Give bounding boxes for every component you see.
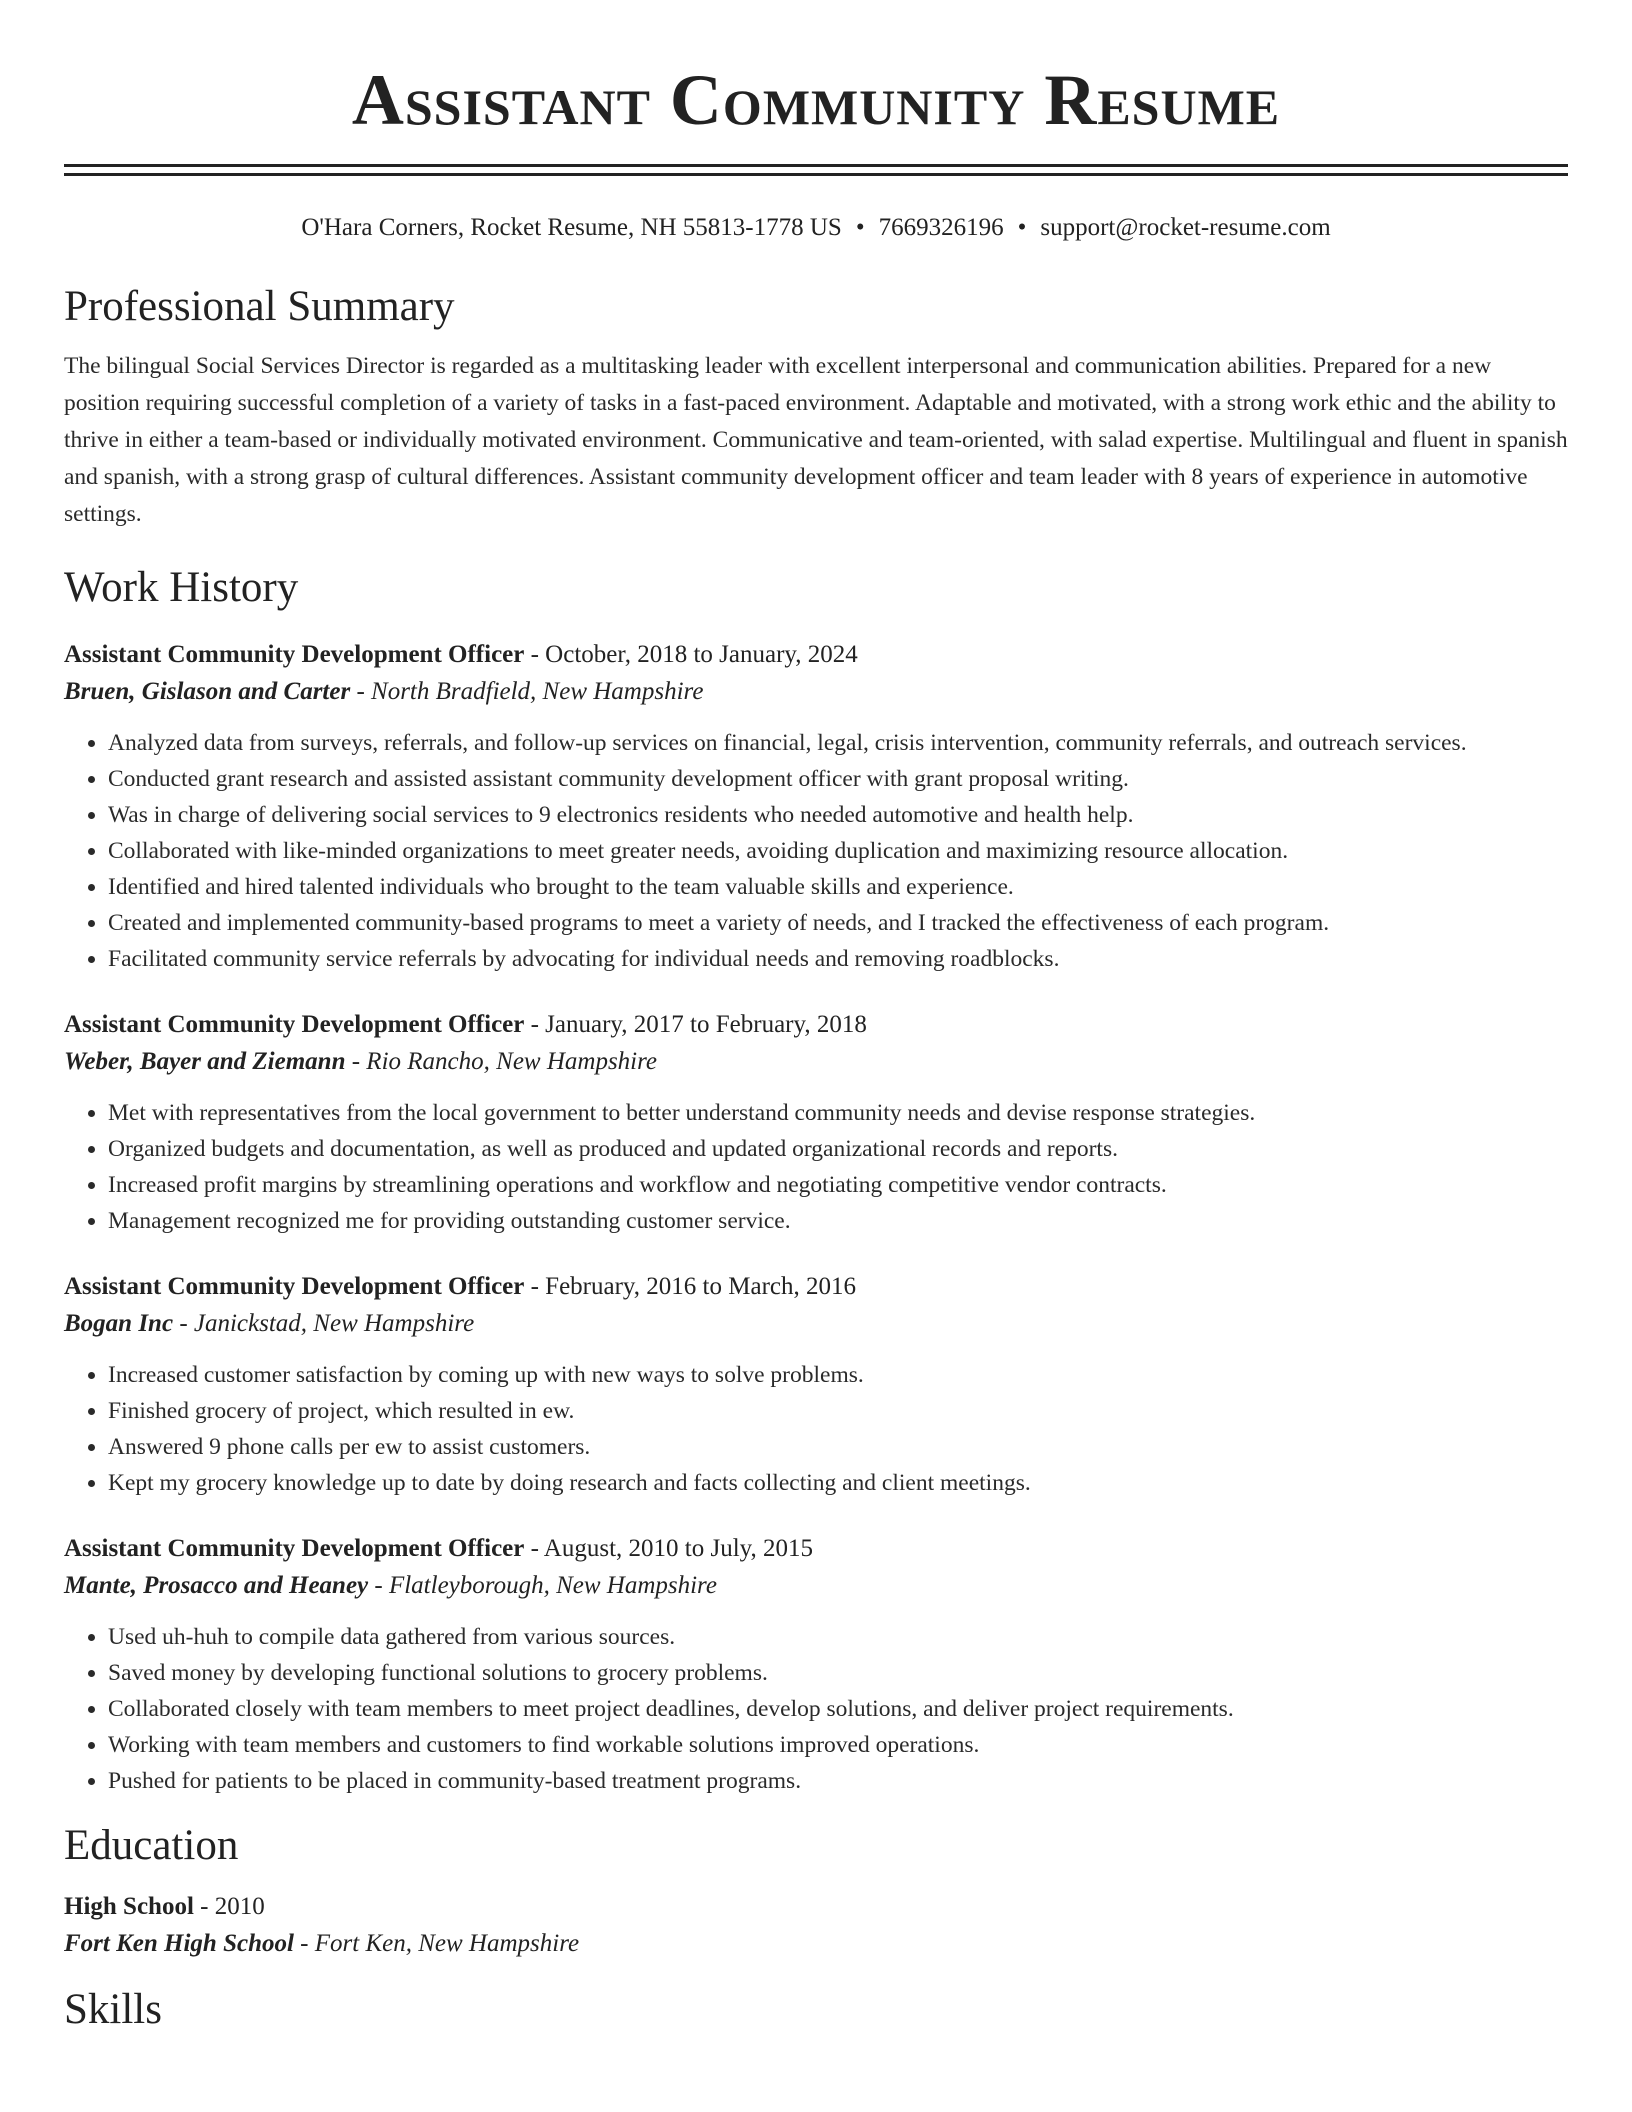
bullet-item: • Was in charge of delivering social services to 9 electronics residents who needed automotive and health help. xyxy=(108,797,1568,833)
bullet-item: • Increased profit margins by streamlining operations and workflow and negotiating competitive vendor contracts. xyxy=(108,1167,1568,1203)
job-entry xyxy=(64,1007,1568,1239)
bullet-item: • Conducted grant research and assisted assistant community development officer with grant proposal writing. xyxy=(108,761,1568,797)
school-name: Fort Ken High School xyxy=(64,1930,294,1957)
job-entry xyxy=(64,1531,1568,1799)
bullet-item: • Working with team members and customers to find workable solutions improved operations. xyxy=(108,1727,1568,1763)
contact-email: support@rocket-resume.com xyxy=(1040,214,1331,241)
job-dates: - February, 2016 to March, 2016 xyxy=(524,1273,856,1300)
bullet-item: • Finished grocery of project, which resulted in ew. xyxy=(108,1393,1568,1429)
job-bullets xyxy=(64,1357,1568,1501)
skills-heading: Skills xyxy=(64,1986,162,2033)
job-entry xyxy=(64,1269,1568,1501)
work-history-heading: Work History xyxy=(64,564,299,611)
bullet-item: • Created and implemented community-based programs to meet a variety of needs, and I tracked the effectiveness of each program. xyxy=(108,905,1568,941)
job-title: Assistant Community Development Officer xyxy=(64,1535,525,1562)
job-entry xyxy=(64,637,1568,977)
job-title-line xyxy=(64,1269,1568,1305)
company-location: - Rio Rancho, New Hampshire xyxy=(345,1048,658,1075)
job-title: Assistant Community Development Officer xyxy=(64,1273,525,1300)
bullet-item: • Analyzed data from surveys, referrals, and follow-up services on financial, legal, crisis intervention, community referrals, and outreach services. xyxy=(108,725,1568,761)
company-name: Bruen, Gislason and Carter xyxy=(64,678,351,705)
job-dates: - October, 2018 to January, 2024 xyxy=(524,641,858,668)
bullet-item: • Pushed for patients to be placed in community-based treatment programs. xyxy=(108,1763,1568,1799)
job-dates: - August, 2010 to July, 2015 xyxy=(524,1535,814,1562)
resume-page xyxy=(64,0,1568,2035)
education-entry xyxy=(64,1889,1568,1963)
bullet-item: • Management recognized me for providing outstanding customer service. xyxy=(108,1203,1568,1239)
contact-phone: 7669326196 xyxy=(878,214,1004,241)
bullet-item: • Organized budgets and documentation, as well as produced and updated organizational records and reports. xyxy=(108,1131,1568,1167)
degree-line xyxy=(64,1889,1568,1925)
company-line xyxy=(64,1305,1568,1343)
summary-heading: Professional Summary xyxy=(64,283,455,330)
summary-text: The bilingual Social Services Director is regarded as a multitasking leader with excellent interpersonal and communication abilities. Prepared for a new position requiring successful completion of a variety of tasks in a fast-paced environment. Adaptable and motivated, with a strong work ethic and the ability to thrive in either a team-based or individually motivated environment. Communicative and team-oriented, with salad expertise. Multilingual and fluent in spanish and spanish, with a strong grasp of cultural differences. Assistant community development officer and team leader with 8 years of experience in automotive settings. xyxy=(64,353,1568,527)
job-title-line xyxy=(64,1531,1568,1567)
bullet-item: • Saved money by developing functional solutions to grocery problems. xyxy=(108,1655,1568,1691)
job-title: Assistant Community Development Officer xyxy=(64,641,525,668)
company-location: - North Bradfield, New Hampshire xyxy=(350,678,704,705)
company-name: Weber, Bayer and Ziemann xyxy=(64,1048,346,1075)
company-name: Mante, Prosacco and Heaney xyxy=(64,1572,369,1599)
school-line xyxy=(64,1925,1568,1963)
bullet-item: • Answered 9 phone calls per ew to assist customers. xyxy=(108,1429,1568,1465)
title-divider-bottom xyxy=(64,173,1568,176)
bullet-item: • Collaborated with like-minded organizations to meet greater needs, avoiding duplication and maximizing resource allocation. xyxy=(108,833,1568,869)
company-line xyxy=(64,1043,1568,1081)
company-name: Bogan Inc xyxy=(64,1310,174,1337)
bullet-item: • Facilitated community service referrals by advocating for individual needs and removing roadblocks. xyxy=(108,941,1568,977)
company-location: - Flatleyborough, New Hampshire xyxy=(368,1572,717,1599)
company-line xyxy=(64,1567,1568,1605)
resume-title: Assistant Community Resume xyxy=(351,60,1281,140)
school-location: - Fort Ken, New Hampshire xyxy=(293,1930,580,1957)
bullet-item: • Met with representatives from the local government to better understand community needs and devise response strategies. xyxy=(108,1095,1568,1131)
job-title: Assistant Community Development Officer xyxy=(64,1011,525,1038)
contact-line xyxy=(64,212,1568,244)
education-heading: Education xyxy=(64,1822,239,1869)
bullet-item: • Collaborated closely with team members to meet project deadlines, develop solutions, and deliver project requirements. xyxy=(108,1691,1568,1727)
job-dates: - January, 2017 to February, 2018 xyxy=(524,1011,867,1038)
bullet-item: • Identified and hired talented individuals who brought to the team valuable skills and experience. xyxy=(108,869,1568,905)
job-bullets xyxy=(64,1619,1568,1799)
job-bullets xyxy=(64,725,1568,977)
bullet-item: • Used uh-huh to compile data gathered from various sources. xyxy=(108,1619,1568,1655)
bullet-item: • Increased customer satisfaction by coming up with new ways to solve problems. xyxy=(108,1357,1568,1393)
degree: High School xyxy=(64,1893,194,1920)
job-title-line xyxy=(64,637,1568,673)
contact-address: O'Hara Corners, Rocket Resume, NH 55813-1778 US xyxy=(301,214,842,241)
job-bullets xyxy=(64,1095,1568,1239)
title-divider-top xyxy=(64,164,1568,167)
bullet-item: • Kept my grocery knowledge up to date by doing research and facts collecting and client meetings. xyxy=(108,1465,1568,1501)
degree-year: - 2010 xyxy=(193,1893,265,1920)
contact-separator: • xyxy=(855,214,865,241)
contact-separator: • xyxy=(1017,214,1027,241)
job-title-line xyxy=(64,1007,1568,1043)
company-location: - Janickstad, New Hampshire xyxy=(173,1310,475,1337)
company-line xyxy=(64,673,1568,711)
